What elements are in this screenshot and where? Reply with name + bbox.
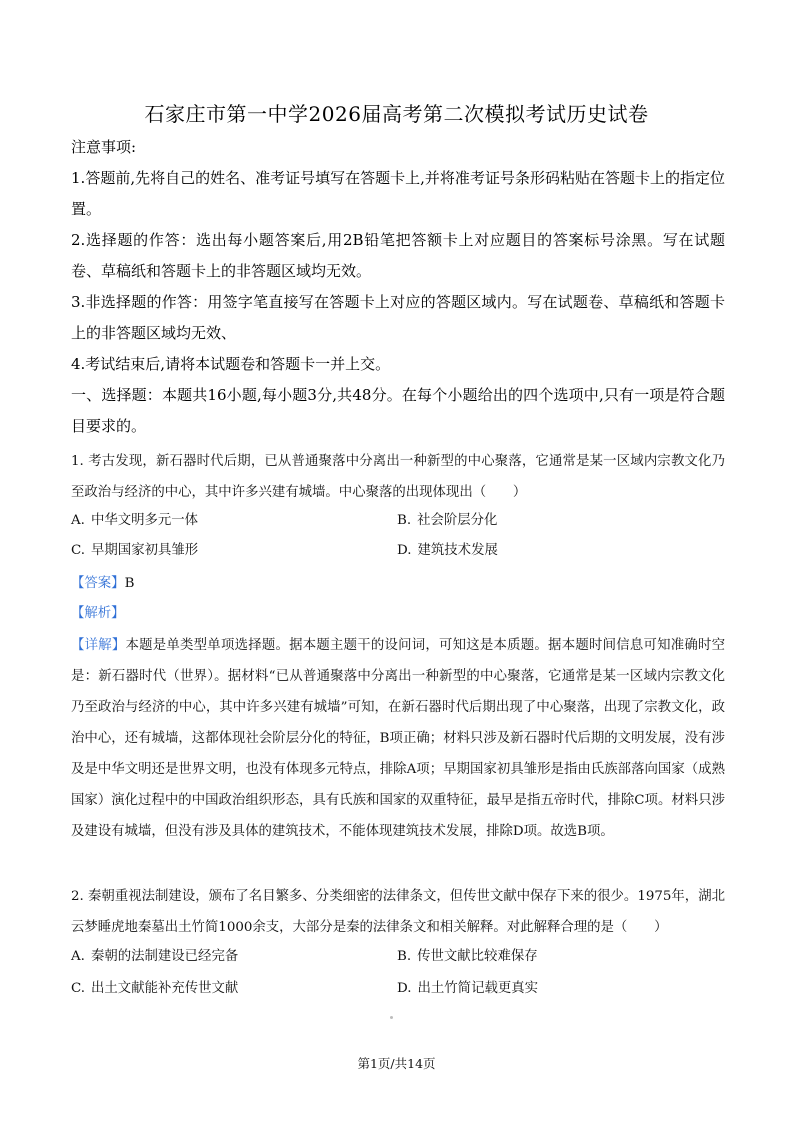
option-label: D. bbox=[397, 543, 412, 558]
question-1-analysis bbox=[71, 604, 125, 624]
option-text: 早期国家初具雏形 bbox=[91, 543, 199, 558]
option-label: A. bbox=[71, 513, 85, 528]
detail-tag: 【详解】 bbox=[71, 638, 126, 653]
question-2-option-d bbox=[397, 979, 538, 999]
option-text: 社会阶层分化 bbox=[417, 513, 498, 528]
option-text: 秦朝的法制建设已经完备 bbox=[90, 949, 239, 964]
option-text: 出土文献能补充传世文献 bbox=[91, 981, 239, 996]
option-text: 传世文献比较难保存 bbox=[417, 949, 538, 964]
answer-value: B bbox=[124, 576, 135, 591]
option-label: D. bbox=[397, 981, 412, 996]
question-1-option-d bbox=[397, 541, 498, 561]
answer-tag: 【答案】 bbox=[71, 576, 125, 591]
option-text: 中华文明多元一体 bbox=[90, 513, 199, 528]
question-2-option-a bbox=[71, 947, 238, 967]
option-text: 出土竹简记载更真实 bbox=[417, 981, 539, 996]
option-label: B. bbox=[397, 513, 412, 528]
section-heading: 一、选择题：本题共16小题,每小题3分,共48分。在每个小题给出的四个选项中,只有一项是符合题目要求的。 bbox=[71, 386, 725, 435]
option-label: C. bbox=[71, 981, 86, 996]
option-text: 建筑技术发展 bbox=[417, 543, 498, 558]
question-1-option-c bbox=[71, 541, 198, 561]
page-footer: 第1页/共14页 bbox=[357, 1056, 436, 1071]
scan-dot bbox=[390, 1016, 393, 1019]
analysis-tag: 【解析】 bbox=[71, 606, 125, 621]
detail-text: 本题是单类型单项选择题。据本题主题干的设问词，可知这是本质题。据本题时间信息可知准确时空是：新石器时代（世界）。据材料“已从普通聚落中分离出一种新型的中心聚落，它通常是某一区域内宗教文化乃至政治与经济的中心，其中许多兴建有城墙”可知，在新石器时代后期出现了中心聚落，出现了宗教文化，政治中心，还有城墙，这都体现社会阶层分化的特征，B项正确；材料只涉及新石器时代后期的文明发展，没有涉及是中华文明还是世界文明，也没有体现多元特点，排除A项；早期国家初具雏形是指由氏族部落向国家（成熟国家）演化过程中的中国政治组织形态，具有氏族和国家的双重特征，最早是指五帝时代，排除C项。材料只涉及建设有城墙，但没有涉及具体的建筑技术，不能体现建筑技术发展，排除D项。故选B项。 bbox=[71, 638, 726, 839]
option-label: C. bbox=[71, 543, 86, 558]
notice-item-2: 2.选择题的作答：选出每小题答案后,用2B铅笔把答额卡上对应题目的答案标号涂黑。写在试题卷、草稿纸和答题卡上的非答题区域均无效。 bbox=[71, 231, 725, 280]
question-1-stem: 1. 考古发现，新石器时代后期，已从普通聚落中分离出一种新型的中心聚落，它通常是某一区域内宗教文化乃至政治与经济的中心，其中许多兴建有城墙。中心聚落的出现体现出（ ） bbox=[71, 454, 725, 500]
question-2-option-c bbox=[71, 979, 238, 999]
question-2-stem: 2. 秦朝重视法制建设，颁布了名目繁多、分类细密的法律条文，但传世文献中保存下来的很少。1975年，湖北云梦睡虎地秦墓出土竹简1000余支，大部分是秦的法律条文和相关解释。对此解释合理的是（ ） bbox=[71, 889, 725, 935]
notice-item-4: 4.考试结束后,请将本试题卷和答题卡一并上交。 bbox=[71, 355, 391, 373]
notice-item-3: 3.非选择题的作答：用签字笔直接写在答题卡上对应的答题区域内。写在试题卷、草稿纸和答题卡上的非答题区域均无效、 bbox=[71, 293, 725, 342]
notice-heading: 注意事项: bbox=[71, 138, 137, 156]
option-label: A. bbox=[71, 949, 85, 964]
question-2-option-b bbox=[397, 947, 538, 967]
notice-item-1: 1.答题前,先将自己的姓名、准考证号填写在答题卡上,并将准考证号条形码粘贴在答题卡上的指定位置。 bbox=[71, 169, 725, 218]
page-title: 石家庄市第一中学2026届高考第二次模拟考试历史试卷 bbox=[144, 102, 649, 126]
question-1-option-a bbox=[71, 511, 198, 531]
option-label: B. bbox=[397, 949, 412, 964]
question-1-answer bbox=[71, 574, 134, 594]
question-1-detail bbox=[71, 630, 725, 847]
question-1-option-b bbox=[397, 511, 497, 531]
